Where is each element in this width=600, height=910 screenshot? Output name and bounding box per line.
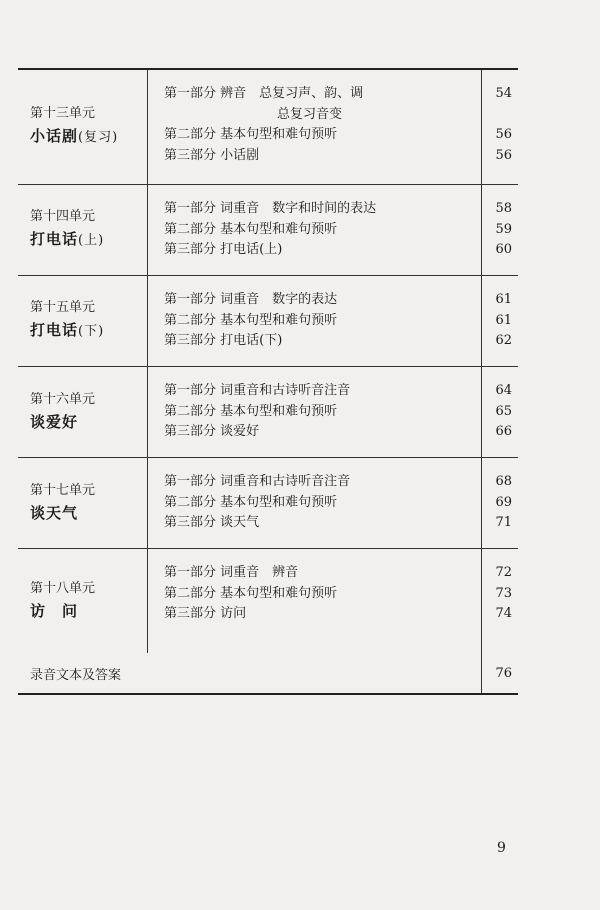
toc-entry: 第三部分 打电话(下): [164, 333, 283, 348]
toc-entry: 第二部分 基本句型和难句预听: [164, 221, 338, 237]
unit-parts: [148, 185, 482, 275]
unit-pages: [482, 276, 518, 366]
toc-entry-page: 66: [495, 424, 512, 439]
toc-entry: 第三部分 打电话(上): [164, 242, 283, 257]
appendix-row: [18, 653, 518, 693]
unit-number: 第十三单元: [30, 106, 96, 121]
unit-parts: [148, 458, 482, 548]
toc-entry-page: 54: [495, 86, 512, 101]
unit-row: [18, 276, 518, 367]
unit-pages: [482, 70, 518, 184]
unit-pages: [482, 185, 518, 275]
toc-entry-page: [482, 105, 512, 126]
toc-entry-page: 74: [495, 606, 512, 621]
unit-parts: [148, 276, 482, 366]
unit-row: [18, 549, 518, 653]
unit-row: [18, 70, 518, 185]
toc-entry: 第二部分 基本句型和难句预听: [164, 585, 338, 601]
unit-title: [30, 501, 147, 525]
toc-entry: 第三部分 谈爱好: [164, 424, 260, 439]
unit-heading: [18, 185, 148, 275]
toc-entry-page: 56: [495, 147, 512, 163]
toc-entry-page: 72: [495, 565, 512, 580]
unit-title: [30, 124, 147, 150]
toc-entry: 第二部分 基本句型和难句预听: [164, 127, 338, 142]
unit-pages: [482, 367, 518, 457]
unit-title: [30, 227, 147, 253]
unit-title-text: 谈爱好: [30, 413, 79, 431]
unit-number: 第十五单元: [30, 300, 96, 315]
unit-subtitle: (复习): [78, 130, 119, 145]
unit-number: 第十四单元: [30, 209, 96, 224]
toc-entry: 第二部分 基本句型和难句预听: [164, 312, 338, 328]
toc-entry-page: 61: [495, 312, 512, 328]
toc-entry-page: 65: [495, 403, 512, 419]
unit-title-text: 小话剧: [30, 127, 79, 145]
unit-parts: [148, 70, 482, 184]
toc-entry-page: 58: [495, 201, 512, 216]
unit-title-text: 谈天气: [30, 504, 79, 522]
toc-entry: 第一部分 词重音和古诗听音注音: [164, 474, 351, 489]
unit-heading: [18, 458, 148, 548]
unit-title: [30, 318, 147, 344]
toc-entry: 第一部分 词重音 数字的表达: [164, 292, 338, 307]
toc-entry-page: 71: [495, 515, 512, 530]
unit-title-text: 访 问: [30, 602, 79, 620]
unit-parts: [148, 367, 482, 457]
unit-title: [30, 599, 147, 623]
toc-entry: 第三部分 谈天气: [164, 515, 260, 530]
toc-entry: 第二部分 基本句型和难句预听: [164, 403, 338, 419]
appendix-page: 76: [495, 665, 512, 681]
unit-row: [18, 367, 518, 458]
toc-entry: 第一部分 辨音 总复习声、韵、调: [164, 86, 364, 101]
unit-title-text: 打电话: [30, 321, 79, 339]
unit-number: 第十七单元: [30, 483, 96, 498]
toc-entry: 第二部分 基本句型和难句预听: [164, 494, 338, 510]
unit-heading: [18, 276, 148, 366]
unit-number: 第十八单元: [30, 581, 96, 596]
toc-entry: 第三部分 小话剧: [164, 147, 260, 163]
toc-entry-page: 56: [495, 127, 512, 142]
toc-entry-page: 60: [495, 242, 512, 257]
toc-entry-page: 62: [495, 333, 512, 348]
table-of-contents: [18, 68, 518, 695]
toc-entry-page: 59: [495, 221, 512, 237]
page-number: 9: [497, 840, 506, 856]
toc-entry-page: 73: [495, 585, 512, 601]
unit-heading: [18, 367, 148, 457]
unit-title: [30, 410, 147, 434]
toc-entry: 第一部分 词重音 数字和时间的表达: [164, 201, 377, 216]
unit-subtitle: (下): [78, 324, 105, 339]
unit-heading: [18, 549, 148, 653]
toc-entry-page: 64: [495, 383, 512, 398]
unit-pages: [482, 549, 518, 653]
toc-entry: 总复习音变: [277, 106, 343, 122]
toc-entry-page: 69: [495, 494, 512, 510]
unit-subtitle: (上): [78, 233, 105, 248]
toc-entry: 第一部分 词重音和古诗听音注音: [164, 383, 351, 398]
unit-row: [18, 458, 518, 549]
unit-number: 第十六单元: [30, 392, 96, 407]
unit-heading: [18, 70, 148, 184]
toc-entry: 第一部分 词重音 辨音: [164, 565, 299, 580]
appendix-label: 录音文本及答案: [18, 653, 482, 693]
toc-entry: 第三部分 访问: [164, 606, 247, 621]
unit-title-text: 打电话: [30, 230, 79, 248]
toc-entry-page: 61: [495, 292, 512, 307]
unit-parts: [148, 549, 482, 653]
unit-row: [18, 185, 518, 276]
unit-pages: [482, 458, 518, 548]
toc-entry-page: 68: [495, 474, 512, 489]
